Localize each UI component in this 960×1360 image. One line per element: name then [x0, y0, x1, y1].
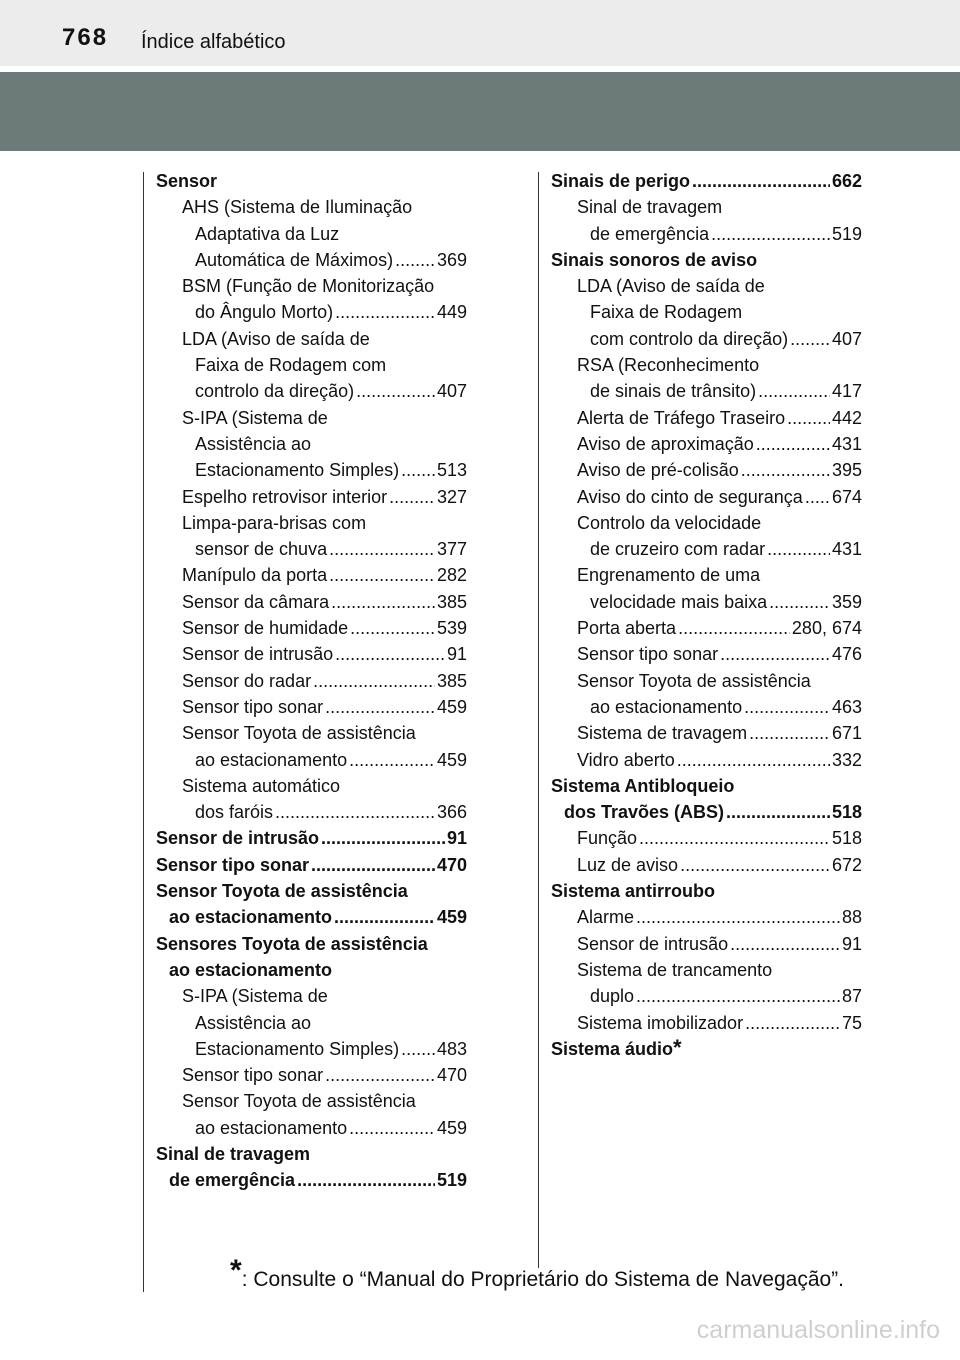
index-entry — [551, 983, 862, 1009]
dot-leader — [349, 747, 435, 773]
index-entry — [551, 273, 862, 299]
dot-leader — [758, 378, 830, 404]
index-entry — [156, 1062, 467, 1088]
index-entry — [156, 720, 467, 746]
index-entry — [551, 904, 862, 930]
entry-page-number: 395 — [831, 460, 862, 481]
entry-term: Sensor da câmara — [182, 591, 330, 612]
index-entry — [156, 694, 467, 720]
index-entry — [156, 878, 467, 904]
entry-term: Sinais sonoros de aviso — [551, 249, 758, 270]
index-entry — [156, 562, 467, 588]
center-column-rule — [538, 172, 539, 1268]
index-entry — [551, 168, 862, 194]
entry-term: Sistema áudio — [551, 1038, 674, 1059]
entry-term: Sensor — [156, 171, 218, 191]
entry-term: de cruzeiro com radar — [590, 539, 766, 560]
dot-leader — [767, 536, 830, 562]
entry-term: Aviso de pré-colisão — [577, 460, 739, 481]
index-entry — [156, 510, 467, 536]
dot-leader — [334, 904, 435, 930]
index-entry — [551, 299, 862, 325]
entry-page-number: 385 — [436, 591, 467, 612]
entry-page-number: 539 — [436, 618, 467, 639]
entry-term: ao estacionamento — [195, 749, 348, 770]
dot-leader — [741, 457, 830, 483]
dot-leader — [787, 405, 830, 431]
entry-term: BSM (Função de Monitorização — [182, 276, 435, 297]
entry-term: Sensor de humidade — [182, 618, 349, 639]
dot-leader — [275, 799, 435, 825]
index-entry — [156, 641, 467, 667]
dot-leader — [321, 825, 445, 851]
entry-page-number: 359 — [831, 591, 862, 612]
left-column-rule — [143, 172, 144, 1292]
dot-leader — [356, 378, 435, 404]
entry-term: Sensor de intrusão — [156, 828, 320, 849]
index-entry — [551, 878, 862, 904]
entry-term: Luz de aviso — [577, 854, 679, 875]
entry-page-number: 327 — [436, 486, 467, 507]
index-entry — [156, 194, 467, 220]
entry-term: Sensor do radar — [182, 670, 312, 691]
dot-leader — [401, 1036, 435, 1062]
index-entry — [156, 668, 467, 694]
index-entry — [551, 589, 862, 615]
index-entry — [551, 773, 862, 799]
index-entry: Sistema áudio * — [551, 1036, 862, 1062]
entry-term: Sinais de perigo — [551, 171, 691, 191]
entry-term: Sensor de intrusão — [182, 644, 334, 665]
entry-page-number: 87 — [841, 986, 862, 1007]
entry-page-number: 417 — [831, 381, 862, 402]
index-entry — [156, 747, 467, 773]
entry-term: Sensor Toyota de assistência — [182, 723, 416, 744]
entry-page-number: 459 — [436, 907, 467, 928]
footnote-marker: * — [230, 1254, 242, 1287]
entry-page-number: 671 — [831, 723, 862, 744]
dot-leader — [636, 983, 840, 1009]
index-entry — [551, 720, 862, 746]
index-entry — [551, 562, 862, 588]
entry-term: ao estacionamento — [195, 1117, 348, 1138]
entry-term: Aviso de aproximação — [577, 433, 754, 454]
entry-page-number: 519 — [436, 1170, 467, 1191]
dot-leader — [329, 536, 435, 562]
entry-page-number: 377 — [436, 539, 467, 560]
entry-term: Estacionamento Simples) — [195, 1038, 400, 1059]
entry-term: Vidro aberto — [577, 749, 675, 770]
page-number: 768 — [62, 24, 109, 51]
dot-leader — [692, 168, 830, 194]
dot-leader — [311, 852, 435, 878]
entry-page-number: 366 — [436, 802, 467, 823]
dot-leader — [749, 720, 830, 746]
entry-term: Manípulo da porta — [182, 565, 328, 586]
entry-term: Sinal de travagem — [156, 1143, 311, 1164]
entry-term: AHS (Sistema de Iluminação — [182, 197, 413, 218]
dot-leader — [677, 747, 830, 773]
entry-term: Sistema automático — [182, 775, 341, 796]
entry-term: velocidade mais baixa — [590, 591, 768, 612]
index-entry — [156, 1115, 467, 1141]
index-entry — [551, 431, 862, 457]
index-entry — [156, 247, 467, 273]
entry-page-number: 91 — [446, 828, 467, 849]
index-entry — [156, 1167, 467, 1193]
index-entry — [156, 457, 467, 483]
entry-term: duplo — [590, 986, 635, 1007]
entry-term: de emergência — [590, 223, 710, 244]
dot-leader — [325, 694, 435, 720]
page-title: Índice alfabético — [141, 31, 286, 53]
entry-page-number: 470 — [436, 1065, 467, 1086]
entry-term: Sensor Toyota de assistência — [182, 1091, 416, 1112]
dot-leader — [744, 694, 830, 720]
entry-term: Porta aberta — [577, 618, 677, 639]
entry-term: Sensor tipo sonar — [182, 696, 324, 717]
index-entry — [551, 852, 862, 878]
entry-term: Faixa de Rodagem — [590, 302, 743, 323]
entry-term: Limpa-para-brisas com — [182, 512, 367, 533]
entry-term: ao estacionamento — [590, 696, 743, 717]
index-entry — [156, 378, 467, 404]
index-entry — [156, 589, 467, 615]
index-entry — [551, 405, 862, 431]
entry-term: Assistência ao — [195, 1012, 312, 1033]
entry-page-number: 518 — [831, 802, 862, 823]
entry-term: Espelho retrovisor interior — [182, 486, 388, 507]
index-entry — [156, 931, 467, 957]
dot-leader — [331, 589, 435, 615]
entry-term: Engrenamento de uma — [577, 565, 761, 586]
entry-page-number: 407 — [436, 381, 467, 402]
index-entry — [551, 957, 862, 983]
entry-page-number: 674 — [831, 486, 862, 507]
index-entry — [551, 747, 862, 773]
index-entry — [156, 168, 467, 194]
entry-term: do Ângulo Morto) — [195, 302, 334, 323]
entry-page-number: 75 — [841, 1012, 862, 1033]
entry-term: Sistema antirroubo — [551, 881, 716, 902]
dot-leader — [401, 457, 435, 483]
entry-term: sensor de chuva — [195, 539, 328, 560]
index-entry — [156, 326, 467, 352]
index-entry — [551, 457, 862, 483]
index-entry — [156, 431, 467, 457]
entry-term: Estacionamento Simples) — [195, 460, 400, 481]
index-entry — [551, 510, 862, 536]
entry-page-number: 280, 674 — [791, 618, 862, 639]
dot-leader — [636, 904, 840, 930]
index-entry — [551, 1010, 862, 1036]
index-entry — [156, 352, 467, 378]
entry-page-number: 513 — [436, 460, 467, 481]
index-entry — [551, 221, 862, 247]
dot-leader — [756, 431, 830, 457]
entry-page-number: 662 — [831, 171, 862, 191]
entry-page-number: 449 — [436, 302, 467, 323]
index-entry — [156, 536, 467, 562]
dot-leader — [680, 852, 830, 878]
dot-leader — [325, 1062, 435, 1088]
entry-term: ao estacionamento — [169, 907, 333, 928]
index-entry — [156, 273, 467, 299]
entry-term: S-IPA (Sistema de — [182, 986, 328, 1007]
index-entry — [156, 1141, 467, 1167]
entry-page-number: 332 — [831, 749, 862, 770]
dot-leader — [313, 668, 435, 694]
index-entry — [156, 957, 467, 983]
entry-term: controlo da direção) — [195, 381, 355, 402]
index-entry — [551, 799, 862, 825]
index-entry — [551, 352, 862, 378]
footnote-text: : Consulte o “Manual do Proprietário do Sistema de Navegação”. — [241, 1268, 845, 1291]
entry-term: Sensor tipo sonar — [156, 854, 310, 875]
index-entry — [551, 326, 862, 352]
header-band — [0, 72, 960, 151]
entry-term: de sinais de trânsito) — [590, 381, 757, 402]
entry-page-number: 385 — [436, 670, 467, 691]
index-entry — [551, 615, 862, 641]
entry-page-number: 369 — [436, 249, 467, 270]
dot-leader — [335, 299, 435, 325]
entry-page-number: 282 — [436, 565, 467, 586]
entry-term: Sensores Toyota de assistência — [156, 933, 428, 954]
entry-page-number: 459 — [436, 696, 467, 717]
index-entry — [551, 484, 862, 510]
dot-leader — [389, 484, 435, 510]
entry-page-number: 518 — [831, 828, 862, 849]
entry-term: Alarme — [577, 907, 635, 928]
top-bar — [0, 0, 960, 66]
entry-term: Sistema de trancamento — [577, 959, 773, 980]
entry-term: dos faróis — [195, 802, 274, 823]
index-entry — [156, 484, 467, 510]
dot-leader — [678, 615, 790, 641]
index-entry — [551, 825, 862, 851]
index-entry — [551, 536, 862, 562]
entry-term: LDA (Aviso de saída de — [577, 276, 765, 297]
entry-term: Assistência ao — [195, 433, 312, 454]
entry-page-number: 459 — [436, 1117, 467, 1138]
index-entry — [551, 694, 862, 720]
entry-page-number: 463 — [831, 696, 862, 717]
entry-term: Alerta de Tráfego Traseiro — [577, 407, 786, 428]
dot-leader — [790, 326, 830, 352]
entry-term: dos Travões (ABS) — [564, 802, 725, 823]
index-entry — [156, 299, 467, 325]
dot-leader — [335, 641, 445, 667]
dot-leader — [395, 247, 435, 273]
dot-leader — [769, 589, 830, 615]
index-entry — [156, 852, 467, 878]
entry-page-number: 407 — [831, 328, 862, 349]
dot-leader — [639, 825, 830, 851]
index-entry — [156, 1088, 467, 1114]
index-entry — [156, 799, 467, 825]
entry-term: RSA (Reconhecimento — [577, 355, 760, 376]
index-entry — [551, 247, 862, 273]
dot-leader — [745, 1010, 840, 1036]
entry-page-number: 476 — [831, 644, 862, 665]
entry-term: Sensor Toyota de assistência — [577, 670, 811, 691]
entry-page-number: 459 — [436, 749, 467, 770]
entry-term: ao estacionamento — [169, 959, 333, 980]
watermark: carmanualsonline.info — [696, 1316, 940, 1344]
entry-term: Faixa de Rodagem com — [195, 355, 387, 376]
entry-term: Aviso do cinto de segurança — [577, 486, 803, 507]
index-entry — [551, 668, 862, 694]
entry-term: Controlo da velocidade — [577, 512, 762, 533]
index-column-left — [156, 168, 467, 1194]
entry-term: Adaptativa da Luz — [195, 223, 340, 244]
entry-term: Sensor tipo sonar — [577, 644, 719, 665]
entry-term: de emergência — [169, 1170, 296, 1191]
entry-term: Automática de Máximos) — [195, 249, 394, 270]
dot-leader — [730, 931, 840, 957]
entry-term: Sinal de travagem — [577, 197, 723, 218]
dot-leader — [726, 799, 830, 825]
index-entry — [156, 405, 467, 431]
entry-term: Sistema Antibloqueio — [551, 775, 735, 796]
index-entry — [156, 773, 467, 799]
index-entry — [156, 615, 467, 641]
index-entry — [551, 641, 862, 667]
dot-leader — [350, 615, 435, 641]
index-entry — [551, 931, 862, 957]
index-entry — [156, 221, 467, 247]
entry-page-number: 91 — [446, 644, 467, 665]
entry-page-number: 442 — [831, 407, 862, 428]
index-entry — [551, 194, 862, 220]
entry-page-number: 91 — [841, 933, 862, 954]
entry-term: Função — [577, 828, 638, 849]
index-column-right — [551, 168, 862, 1062]
index-entry — [156, 983, 467, 1009]
entry-page-number: 483 — [436, 1038, 467, 1059]
dot-leader — [329, 562, 435, 588]
dot-leader — [805, 484, 830, 510]
entry-page-number: 88 — [841, 907, 862, 928]
footnote — [230, 1254, 845, 1292]
entry-term: com controlo da direção) — [590, 328, 789, 349]
entry-term: Sistema de travagem — [577, 723, 748, 744]
entry-term: LDA (Aviso de saída de — [182, 328, 370, 349]
index-entry — [551, 378, 862, 404]
index-entry — [156, 1010, 467, 1036]
entry-term: Sistema imobilizador — [577, 1012, 744, 1033]
entry-term: Sensor tipo sonar — [182, 1065, 324, 1086]
entry-page-number: 431 — [831, 433, 862, 454]
index-entry — [156, 825, 467, 851]
dot-leader — [349, 1115, 435, 1141]
entry-page-number: 431 — [831, 539, 862, 560]
entry-term: S-IPA (Sistema de — [182, 407, 328, 428]
dot-leader — [720, 641, 830, 667]
entry-page-number: 470 — [436, 854, 467, 875]
index-entry — [156, 1036, 467, 1062]
entry-term: Sensor Toyota de assistência — [156, 881, 408, 902]
entry-term: Sensor de intrusão — [577, 933, 729, 954]
entry-page-number: 519 — [831, 223, 862, 244]
dot-leader — [711, 221, 830, 247]
entry-page-number: 672 — [831, 854, 862, 875]
dot-leader — [297, 1167, 435, 1193]
index-entry — [156, 904, 467, 930]
